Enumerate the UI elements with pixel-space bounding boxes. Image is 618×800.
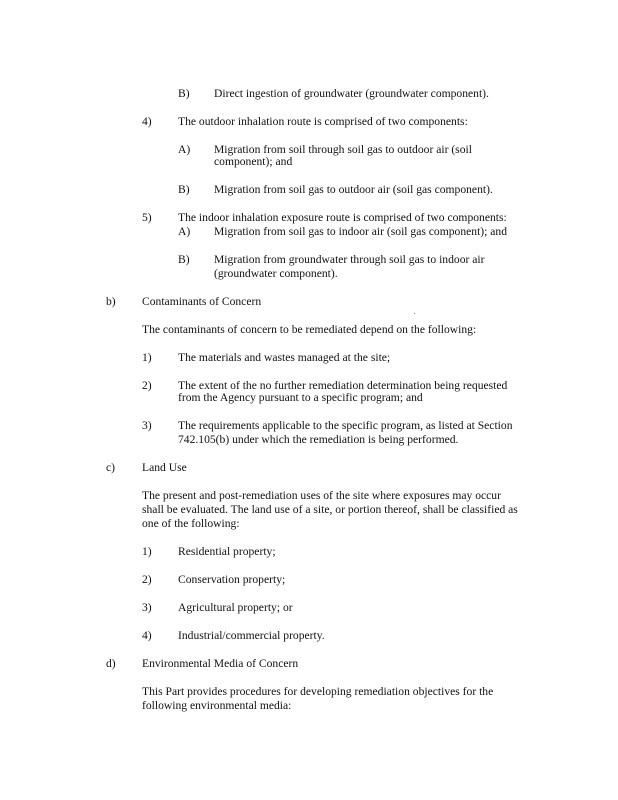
item-4b-text: Migration from soil gas to outdoor air (soil gas component). <box>214 183 493 196</box>
section-c-item-1-label: 1) <box>142 545 152 558</box>
section-b-intro: The contaminants of concern to be remediated depend on the following: <box>142 323 477 336</box>
section-c-item-3-label: 3) <box>142 601 152 614</box>
section-d-heading: Environmental Media of Concern <box>142 657 299 670</box>
item-5a-text: Migration from soil gas to indoor air (soil gas component); and <box>214 225 508 238</box>
item-4a-text-line2: component); and <box>214 155 293 168</box>
section-c-intro-line3: one of the following: <box>142 517 240 530</box>
section-b-item-2-label: 2) <box>142 379 152 392</box>
section-c-intro-line2: shall be evaluated. The land use of a site, or portion thereof, shall be classified as <box>142 503 518 516</box>
item-5-label: 5) <box>142 211 152 224</box>
section-b-item-2-text-line1: The extent of the no further remediation determination being requested <box>178 379 508 392</box>
item-4-label: 4) <box>142 115 152 128</box>
item-4a-text-line1: Migration from soil through soil gas to outdoor air (soil <box>214 143 472 156</box>
item-4-text: The outdoor inhalation route is comprised of two components: <box>178 115 468 128</box>
item-3b-text: Direct ingestion of groundwater (groundwater component). <box>214 87 489 100</box>
section-b-item-2-text-line2: from the Agency pursuant to a specific program; and <box>178 391 423 404</box>
section-d-intro-line1: This Part provides procedures for developing remediation objectives for the <box>142 685 494 698</box>
item-5b-text-line2: (groundwater component). <box>214 267 338 280</box>
section-c-item-3-text: Agricultural property; or <box>178 601 293 614</box>
section-c-item-4-label: 4) <box>142 629 152 642</box>
section-d-intro-line2: following environmental media: <box>142 699 292 712</box>
section-b-heading: Contaminants of Concern <box>142 295 262 308</box>
section-b-item-1-label: 1) <box>142 351 152 364</box>
section-c-intro-line1: The present and post-remediation uses of the site where exposures may occur <box>142 489 501 502</box>
section-c-item-2-label: 2) <box>142 573 152 586</box>
section-b-item-3-text-line1: The requirements applicable to the specific program, as listed at Section <box>178 419 513 432</box>
scan-dot <box>414 313 415 314</box>
item-5b-text-line1: Migration from groundwater through soil gas to indoor air <box>214 253 485 266</box>
item-5b-label: B) <box>178 253 190 266</box>
section-b-item-3-label: 3) <box>142 419 152 432</box>
section-c-item-4-text: Industrial/commercial property. <box>178 629 325 642</box>
section-b-item-3-text-line2: 742.105(b) under which the remediation is being performed. <box>178 433 459 446</box>
section-c-label: c) <box>106 461 116 474</box>
item-4b-label: B) <box>178 183 190 196</box>
section-d-label: d) <box>106 657 116 670</box>
section-c-heading: Land Use <box>142 461 187 474</box>
section-c-item-1-text: Residential property; <box>178 545 276 558</box>
item-3b-label: B) <box>178 87 190 100</box>
section-c-item-2-text: Conservation property; <box>178 573 286 586</box>
item-4a-label: A) <box>178 143 191 156</box>
item-5a-label: A) <box>178 225 191 238</box>
item-5-text: The indoor inhalation exposure route is comprised of two components: <box>178 211 507 224</box>
section-b-label: b) <box>106 295 116 308</box>
section-b-item-1-text: The materials and wastes managed at the site; <box>178 351 391 364</box>
